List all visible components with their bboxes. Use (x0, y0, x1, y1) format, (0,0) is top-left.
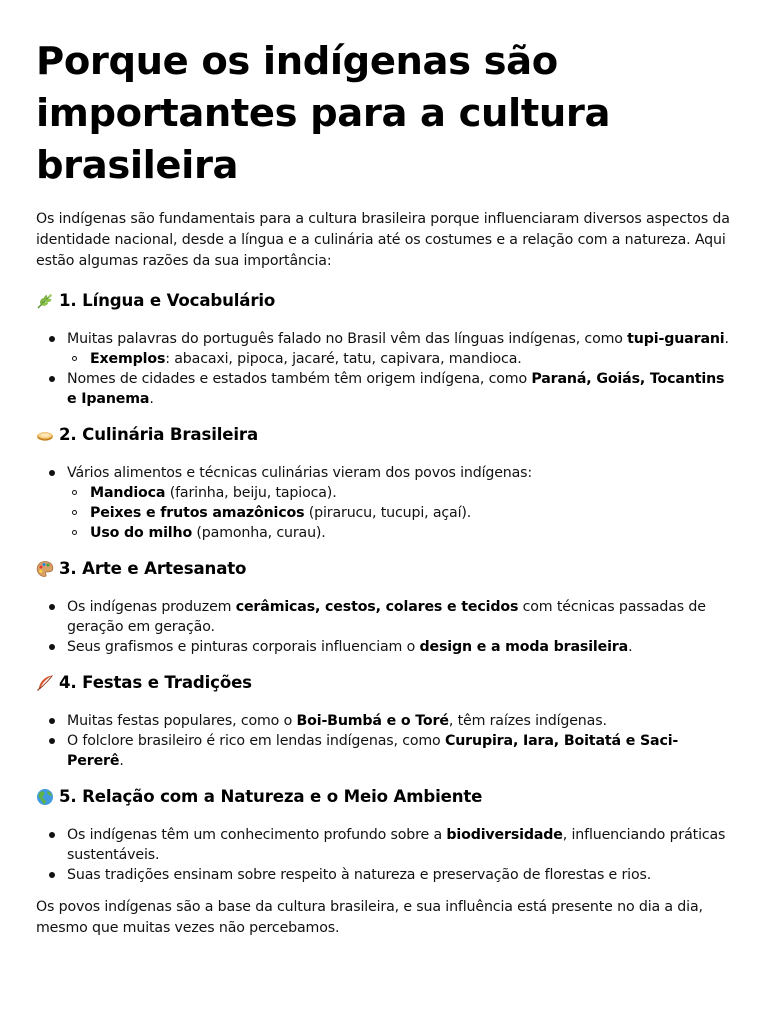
list-item: O folclore brasileiro é rico em lendas indígenas, como Curupira, Iara, Boitatá e Saci-Pererê. (36, 731, 732, 771)
feather-icon (36, 674, 54, 692)
section-heading: 5. Relação com a Natureza e o Meio Ambiente (36, 785, 732, 809)
globe-americas-icon (36, 788, 54, 806)
page-title: Porque os indígenas são importantes para a cultura brasileira (36, 39, 611, 188)
section-lingua (36, 289, 732, 409)
section-natureza (36, 785, 732, 885)
artist-palette-icon (36, 560, 54, 578)
list-item: Suas tradições ensinam sobre respeito à natureza e preservação de florestas e rios. (36, 865, 732, 885)
bullet-list (36, 463, 732, 543)
bullet-list (36, 711, 732, 771)
sub-list-item: Peixes e frutos amazônicos (pirarucu, tucupi, açaí). (67, 503, 732, 523)
food-bowl-icon (36, 426, 54, 444)
closing-paragraph: Os povos indígenas são a base da cultura brasileira, e sua influência está presente no dia a dia, mesmo que muitas vezes não percebamos. (36, 899, 703, 936)
sub-list (67, 349, 732, 369)
section-festas (36, 671, 732, 771)
section-arte (36, 557, 732, 657)
list-item: Vários alimentos e técnicas culinárias vieram dos povos indígenas: Mandioca (farinha, beiju, tapioca). Peixes e frutos amazônicos (pirarucu, tucupi, açaí). Uso do milho (pamonha, curau). (36, 463, 732, 543)
bullet-list (36, 597, 732, 657)
list-item: Muitas palavras do português falado no Brasil vêm das línguas indígenas, como tupi-guarani. Exemplos: abacaxi, pipoca, jacaré, tatu, capivara, mandioca. (36, 329, 732, 369)
list-item: Os indígenas têm um conhecimento profundo sobre a biodiversidade, influenciando práticas sustentáveis. (36, 825, 732, 865)
section-heading: 3. Arte e Artesanato (36, 557, 732, 581)
bullet-list (36, 329, 732, 409)
list-item: Muitas festas populares, como o Boi-Bumbá e o Toré, têm raízes indígenas. (36, 711, 732, 731)
section-heading: 2. Culinária Brasileira (36, 423, 732, 447)
bullet-list (36, 825, 732, 885)
list-item: Os indígenas produzem cerâmicas, cestos, colares e tecidos com técnicas passadas de geração em geração. (36, 597, 732, 637)
sub-list-item: Mandioca (farinha, beiju, tapioca). (67, 483, 732, 503)
list-item: Nomes de cidades e estados também têm origem indígena, como Paraná, Goiás, Tocantins e Ipanema. (36, 369, 732, 409)
section-heading: 4. Festas e Tradições (36, 671, 732, 695)
sub-list-item: Exemplos: abacaxi, pipoca, jacaré, tatu, capivara, mandioca. (67, 349, 732, 369)
list-item: Seus grafismos e pinturas corporais influenciam o design e a moda brasileira. (36, 637, 732, 657)
herb-icon (36, 292, 54, 310)
section-culinaria (36, 423, 732, 543)
intro-paragraph: Os indígenas são fundamentais para a cultura brasileira porque influenciaram diversos aspectos da identidade nacional, desde a língua e a culinária até os costumes e a relação com a natureza. Aqui estão algumas razões da sua importância: (36, 211, 730, 269)
sub-list (67, 483, 732, 543)
sub-list-item: Uso do milho (pamonha, curau). (67, 523, 732, 543)
section-heading: 1. Língua e Vocabulário (36, 289, 732, 313)
